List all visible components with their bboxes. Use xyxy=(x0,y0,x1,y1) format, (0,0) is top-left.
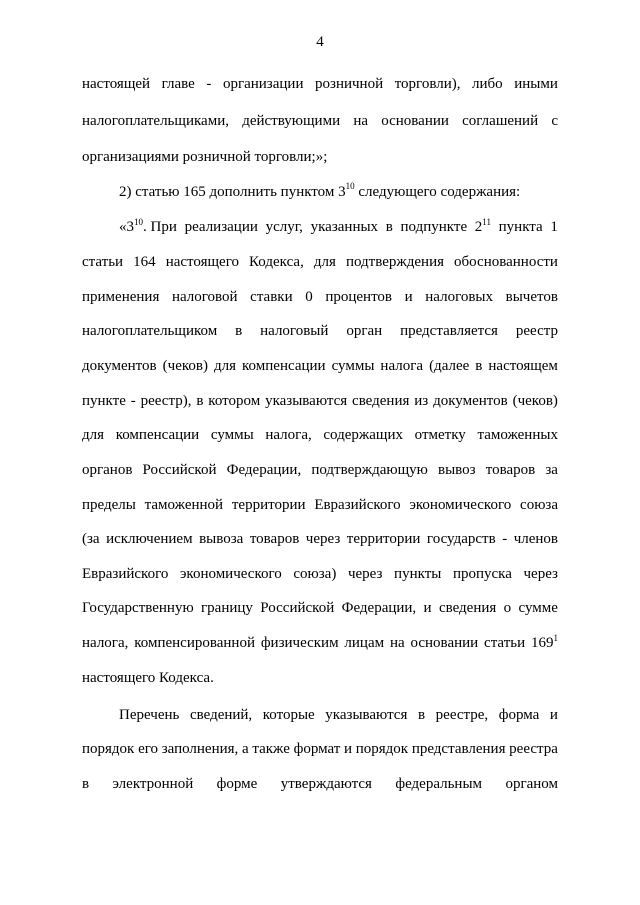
word: Кодекса, xyxy=(249,254,304,270)
word: компенсации xyxy=(242,358,326,374)
word: иными xyxy=(514,76,558,92)
word: 2) статью 165 дополнить пунктом 3 xyxy=(119,184,346,200)
word: основании xyxy=(381,113,449,129)
word: органов xyxy=(82,462,133,478)
word: настоящем xyxy=(488,358,558,374)
word: союза xyxy=(520,497,558,513)
text-line xyxy=(82,251,558,273)
superscript: 10 xyxy=(345,181,355,191)
word: статьи xyxy=(82,254,124,270)
word: следующего содержания: xyxy=(354,184,521,200)
word: в xyxy=(196,393,204,409)
word: услуг, xyxy=(265,219,303,235)
superscript: 1 xyxy=(553,633,558,643)
word: реестра xyxy=(509,741,558,757)
word: действующими xyxy=(242,113,341,129)
word: порядок xyxy=(82,741,135,757)
text-line xyxy=(119,704,558,726)
word: за xyxy=(545,462,558,478)
text-line xyxy=(82,632,558,654)
word: на xyxy=(389,635,405,651)
word: розничной xyxy=(315,76,384,92)
word: $169^1$ xyxy=(530,633,558,651)
text-line xyxy=(82,773,558,795)
word: настоящего Кодекса. xyxy=(82,670,214,686)
text-line xyxy=(119,181,558,203)
word: на xyxy=(353,113,368,129)
word: Государственную xyxy=(82,600,194,616)
word: организациями розничной торговли;»; xyxy=(82,149,328,165)
word: $2^{11}$ xyxy=(474,217,491,235)
word: и xyxy=(344,741,353,757)
word: форма xyxy=(498,707,540,723)
word: через xyxy=(523,566,558,582)
word: котором xyxy=(208,393,261,409)
word: Российской xyxy=(142,462,217,478)
word: Российской xyxy=(260,600,335,616)
word: реестре, xyxy=(435,707,489,723)
text-line xyxy=(82,424,558,446)
word: торговли), xyxy=(394,76,461,92)
word: реестр xyxy=(515,323,558,339)
word: налогоплательщиками, xyxy=(82,113,229,129)
word: пункты xyxy=(394,566,442,582)
word: налогоплательщиком xyxy=(82,323,218,339)
word: также xyxy=(252,741,290,757)
word: союза) xyxy=(293,566,337,582)
word: Перечень xyxy=(119,707,180,723)
word: и xyxy=(549,707,558,723)
word: настоящего xyxy=(165,254,239,270)
word: налога xyxy=(380,358,424,374)
word: (далее xyxy=(429,358,470,374)
word: в xyxy=(82,776,90,792)
word: - xyxy=(206,76,212,92)
word: вывоз xyxy=(438,462,476,478)
word: для xyxy=(82,427,105,443)
word: подпункте xyxy=(400,219,468,235)
word: порядок xyxy=(355,741,409,757)
word: таможенных xyxy=(477,427,558,443)
word: и xyxy=(423,600,432,616)
word: либо xyxy=(472,76,503,92)
word: электронной xyxy=(112,776,194,792)
text-line xyxy=(82,494,558,516)
word: из xyxy=(414,393,429,409)
word: федеральным xyxy=(395,776,483,792)
word: указанных xyxy=(310,219,379,235)
word: таможенной xyxy=(144,497,224,513)
word: лицам xyxy=(344,635,385,651)
word: о xyxy=(503,600,512,616)
text-line xyxy=(119,216,558,238)
word: компенсированной xyxy=(134,635,255,651)
word: территории xyxy=(346,531,421,547)
text-line xyxy=(82,355,558,377)
word: физическим xyxy=(260,635,339,651)
text-line xyxy=(82,73,558,95)
word: а xyxy=(242,741,249,757)
word: вывоза xyxy=(199,531,244,547)
word: товаров xyxy=(249,531,300,547)
word: отметку xyxy=(414,427,466,443)
word: формат xyxy=(293,741,341,757)
word: для xyxy=(313,254,336,270)
word: документов xyxy=(82,358,157,374)
word: статьи xyxy=(484,635,526,651)
superscript: 10 xyxy=(134,217,143,227)
word: вычетов xyxy=(505,289,558,305)
word: подтверждения xyxy=(345,254,444,270)
text-line xyxy=(82,459,558,481)
word: органом xyxy=(505,776,558,792)
text-line xyxy=(82,146,558,168)
word: Федерации, xyxy=(341,600,417,616)
word: процентов xyxy=(325,289,393,305)
word: основании xyxy=(410,635,479,651)
word: утверждаются xyxy=(280,776,372,792)
word: налога, xyxy=(265,427,312,443)
word: территории xyxy=(231,497,306,513)
text-line xyxy=(82,563,558,585)
word: пределы xyxy=(82,497,136,513)
word: главе xyxy=(161,76,195,92)
word: в xyxy=(475,358,483,374)
word: соглашений xyxy=(462,113,539,129)
word: Федерации, xyxy=(226,462,302,478)
word: обоснованности xyxy=(454,254,558,270)
text-line xyxy=(82,110,558,132)
word: содержащих xyxy=(323,427,404,443)
word: товаров xyxy=(485,462,536,478)
word: форме xyxy=(216,776,258,792)
word: представляется xyxy=(400,323,498,339)
word: пункте xyxy=(82,393,126,409)
text-line xyxy=(82,286,558,308)
text-line xyxy=(82,390,558,412)
word: пункта xyxy=(498,219,543,235)
word: его xyxy=(138,741,158,757)
word: 0 xyxy=(305,289,313,305)
word: (чеков) xyxy=(162,358,208,374)
text-line xyxy=(82,597,558,619)
word: 164 xyxy=(133,254,156,270)
word: налоговых xyxy=(425,289,494,305)
word: и xyxy=(404,289,413,305)
word: экономического xyxy=(179,566,282,582)
text-line xyxy=(82,320,558,342)
word: «$3^{10}$. При xyxy=(119,217,177,235)
word: (за xyxy=(82,531,100,547)
word: которые xyxy=(262,707,315,723)
word: исключением xyxy=(106,531,193,547)
text-line xyxy=(82,667,558,689)
word: (чеков) xyxy=(512,393,558,409)
word: Евразийского xyxy=(314,497,401,513)
text-line xyxy=(82,738,558,760)
word: государств xyxy=(426,531,496,547)
word: - xyxy=(502,531,508,547)
word: 1 xyxy=(550,219,558,235)
word: через xyxy=(305,531,341,547)
word: сведений, xyxy=(189,707,253,723)
word: суммы xyxy=(210,427,254,443)
word: в xyxy=(417,707,426,723)
word: подтверждающую xyxy=(311,462,428,478)
word: настоящей xyxy=(82,76,151,92)
word: пропуска xyxy=(452,566,512,582)
word: для xyxy=(213,358,237,374)
word: Евразийского xyxy=(82,566,169,582)
word: сумме xyxy=(518,600,558,616)
word: экономического xyxy=(409,497,512,513)
superscript: 11 xyxy=(482,217,491,227)
word: через xyxy=(347,566,383,582)
word: указываются xyxy=(325,707,408,723)
text-line xyxy=(82,528,558,550)
word: компенсации xyxy=(115,427,200,443)
word: реализации xyxy=(184,219,258,235)
word: - xyxy=(130,393,136,409)
page-number: 4 xyxy=(316,34,324,50)
word: реестр), xyxy=(140,393,192,409)
word: в xyxy=(385,219,393,235)
word: документов xyxy=(433,393,508,409)
word: сведения xyxy=(352,393,410,409)
word: в xyxy=(235,323,243,339)
word: налоговой xyxy=(171,289,238,305)
word: применения xyxy=(82,289,160,305)
word: указываются xyxy=(265,393,348,409)
word: суммы xyxy=(331,358,375,374)
word: с xyxy=(551,113,558,129)
word: налоговый xyxy=(260,323,329,339)
word: границу xyxy=(201,600,253,616)
word: сведения xyxy=(438,600,497,616)
word: налога, xyxy=(82,635,129,651)
word: организации xyxy=(222,76,304,92)
word: членов xyxy=(513,531,558,547)
word: орган xyxy=(346,323,383,339)
word: ставки xyxy=(250,289,293,305)
word: представления xyxy=(411,741,506,757)
word: заполнения, xyxy=(161,741,239,757)
